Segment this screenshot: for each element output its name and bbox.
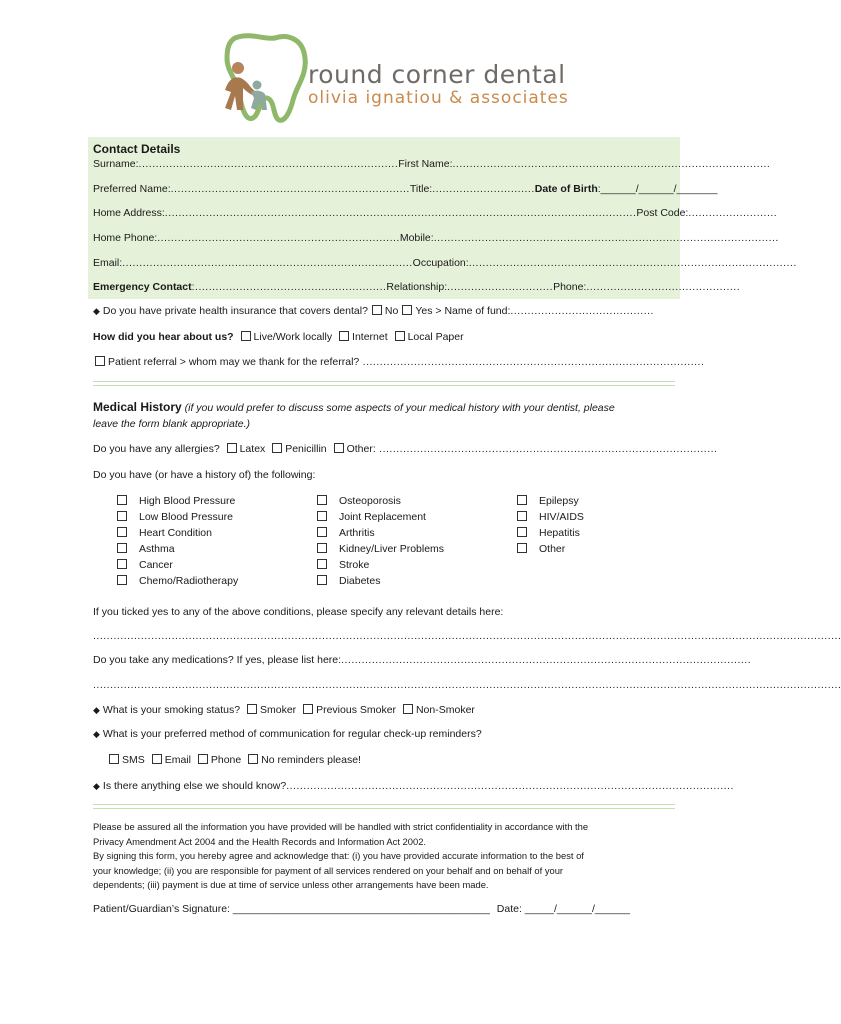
email-checkbox[interactable] bbox=[152, 754, 162, 764]
medications-field[interactable]: ........................................................................................................................ bbox=[341, 654, 752, 666]
home-phone-field[interactable]: ....................................................................... bbox=[157, 232, 400, 244]
hear-about-row bbox=[93, 331, 675, 343]
bullet-diamond-icon: ◆ bbox=[93, 729, 100, 739]
email-field[interactable]: ..................................................................................... bbox=[122, 257, 413, 269]
phone-option-label: Phone bbox=[210, 754, 242, 766]
phone-field[interactable]: ............................................. bbox=[586, 281, 741, 293]
condition-checkbox[interactable] bbox=[117, 559, 127, 569]
insurance-no-checkbox[interactable] bbox=[372, 305, 382, 315]
preferred-name-row bbox=[93, 183, 718, 195]
legal-line: your knowledge; (ii) you are responsible for payment of all services rendered on your behalf and on behalf of your bbox=[93, 864, 564, 876]
other-allergy-label: Other: bbox=[346, 443, 376, 455]
condition-item bbox=[517, 495, 579, 507]
condition-label: Epilepsy bbox=[539, 495, 579, 507]
condition-item bbox=[517, 543, 565, 555]
condition-label: High Blood Pressure bbox=[139, 495, 236, 507]
medications-question: Do you take any medications? If yes, please list here: bbox=[93, 654, 342, 666]
local-paper-label: Local Paper bbox=[407, 331, 464, 343]
home-phone-label: Home Phone: bbox=[93, 232, 158, 244]
condition-item bbox=[517, 511, 584, 523]
referral-field[interactable]: .................................................................................................... bbox=[359, 356, 705, 368]
previous-smoker-label: Previous Smoker bbox=[316, 704, 397, 716]
relationship-label: Relationship: bbox=[386, 281, 448, 293]
legal-line: Please be assured all the information you have provided will be handled with strict confidentiality in accordance with the bbox=[93, 821, 589, 832]
medical-history-note: (if you would prefer to discuss some aspects of your medical history with your dentist, please bbox=[184, 402, 615, 414]
condition-item bbox=[117, 495, 235, 507]
penicillin-label: Penicillin bbox=[285, 443, 327, 455]
smoker-checkbox[interactable] bbox=[247, 704, 257, 714]
title-label: Title: bbox=[409, 183, 433, 195]
first-name-field[interactable]: ............................................................................................. bbox=[452, 158, 771, 170]
condition-label: Chemo/Radiotherapy bbox=[139, 575, 239, 587]
bullet-diamond-icon: ◆ bbox=[93, 705, 100, 715]
condition-checkbox[interactable] bbox=[517, 511, 527, 521]
home-address-label: Home Address: bbox=[93, 207, 165, 219]
condition-label: Stroke bbox=[339, 559, 370, 571]
divider-rule bbox=[93, 804, 675, 809]
insurance-question: Do you have private health insurance that covers dental? bbox=[102, 305, 368, 317]
email-label: Email: bbox=[93, 257, 123, 269]
anything-else-question: Is there anything else we should know? bbox=[102, 780, 287, 792]
legal-line: dependents; (iii) payment is due at time of service unless other arrangements have been made. bbox=[93, 879, 489, 890]
first-name-label: First Name: bbox=[398, 158, 453, 170]
condition-label: Low Blood Pressure bbox=[139, 511, 233, 523]
condition-checkbox[interactable] bbox=[317, 543, 327, 553]
bullet-diamond-icon: ◆ bbox=[93, 306, 100, 316]
smoking-question: What is your smoking status? bbox=[102, 704, 241, 716]
insurance-row bbox=[93, 305, 675, 317]
condition-checkbox[interactable] bbox=[317, 495, 327, 505]
condition-label: Diabetes bbox=[339, 575, 381, 587]
other-allergy-checkbox[interactable] bbox=[334, 443, 344, 453]
sms-checkbox[interactable] bbox=[109, 754, 119, 764]
brand-subtitle: olivia ignatiou & associates bbox=[308, 88, 569, 108]
condition-label: Hepatitis bbox=[539, 527, 580, 539]
home-address-row bbox=[93, 207, 778, 219]
communication-options bbox=[105, 754, 687, 766]
condition-checkbox[interactable] bbox=[317, 527, 327, 537]
preferred-name-field[interactable]: ...................................................................... bbox=[170, 183, 410, 195]
insurance-no-label: No bbox=[384, 305, 399, 317]
condition-checkbox[interactable] bbox=[117, 511, 127, 521]
condition-label: Asthma bbox=[139, 543, 175, 555]
other-allergy-field[interactable]: ................................................................................................... bbox=[375, 443, 718, 455]
condition-checkbox[interactable] bbox=[317, 559, 327, 569]
condition-item bbox=[117, 527, 212, 539]
relationship-field[interactable]: ............................... bbox=[447, 281, 554, 293]
condition-item bbox=[117, 511, 233, 523]
condition-checkbox[interactable] bbox=[517, 543, 527, 553]
hear-about-question: How did you hear about us? bbox=[93, 331, 234, 343]
latex-checkbox[interactable] bbox=[227, 443, 237, 453]
condition-checkbox[interactable] bbox=[317, 511, 327, 521]
referral-row bbox=[93, 356, 705, 368]
allergies-row bbox=[93, 443, 718, 455]
anything-else-field[interactable]: ................................................................................................................................... bbox=[286, 780, 734, 792]
condition-label: Heart Condition bbox=[139, 527, 212, 539]
divider-rule bbox=[93, 381, 675, 386]
date-field[interactable]: _____/______/______ bbox=[524, 903, 630, 915]
ticked-question: If you ticked yes to any of the above conditions, please specify any relevant details here: bbox=[93, 606, 504, 618]
contact-details-title: Contact Details bbox=[93, 142, 181, 156]
live-work-checkbox[interactable] bbox=[241, 331, 251, 341]
email-row bbox=[93, 257, 797, 269]
condition-item bbox=[317, 495, 401, 507]
dob-label: Date of Birth bbox=[534, 183, 598, 195]
title-field[interactable]: .............................. bbox=[432, 183, 535, 195]
referral-checkbox[interactable] bbox=[95, 356, 105, 366]
condition-item bbox=[317, 559, 369, 571]
mobile-label: Mobile: bbox=[399, 232, 434, 244]
condition-checkbox[interactable] bbox=[517, 495, 527, 505]
bullet-diamond-icon: ◆ bbox=[93, 781, 100, 791]
email-option-label: Email bbox=[164, 754, 191, 766]
previous-smoker-checkbox[interactable] bbox=[303, 704, 313, 714]
condition-item bbox=[117, 575, 238, 587]
legal-line: Privacy Amendment Act 2004 and the Health Records and Information Act 2002. bbox=[93, 835, 427, 847]
internet-label: Internet bbox=[352, 331, 388, 343]
signature-field[interactable]: ____________________________________________ bbox=[232, 903, 490, 915]
allergies-question: Do you have any allergies? bbox=[93, 443, 220, 455]
smoking-row bbox=[93, 704, 675, 716]
communication-question: What is your preferred method of communication for regular check-up reminders? bbox=[102, 728, 482, 740]
condition-label: Osteoporosis bbox=[339, 495, 401, 507]
medical-history-note-line2: leave the form blank appropriate.) bbox=[93, 418, 251, 430]
history-question: Do you have (or have a history of) the following: bbox=[93, 469, 316, 481]
condition-item bbox=[517, 527, 580, 539]
fund-name-field[interactable]: .......................................... bbox=[510, 305, 654, 317]
medical-history-heading bbox=[93, 400, 675, 414]
medications-row bbox=[93, 654, 752, 666]
condition-item bbox=[117, 559, 173, 571]
referral-label: Patient referral > whom may we thank for the referral? bbox=[108, 356, 360, 368]
sms-label: SMS bbox=[122, 754, 145, 766]
local-paper-checkbox[interactable] bbox=[395, 331, 405, 341]
condition-checkbox[interactable] bbox=[117, 543, 127, 553]
condition-label: HIV/AIDS bbox=[539, 511, 584, 523]
phone-checkbox[interactable] bbox=[198, 754, 208, 764]
signature-label: Patient/Guardian’s Signature: bbox=[93, 903, 230, 915]
signature-row bbox=[93, 903, 675, 915]
medications-field-line2[interactable]: ........................................................................................................................................................................................................................... bbox=[93, 679, 841, 691]
no-reminders-checkbox[interactable] bbox=[248, 754, 258, 764]
ticked-details-field[interactable]: ........................................................................................................................................................................................................................... bbox=[93, 630, 841, 642]
communication-row bbox=[93, 728, 675, 740]
condition-item bbox=[317, 575, 380, 587]
penicillin-checkbox[interactable] bbox=[272, 443, 282, 453]
non-smoker-checkbox[interactable] bbox=[403, 704, 413, 714]
non-smoker-label: Non-Smoker bbox=[415, 704, 475, 716]
home-phone-row bbox=[93, 232, 779, 244]
condition-item bbox=[317, 511, 426, 523]
insurance-yes-checkbox[interactable] bbox=[402, 305, 412, 315]
emergency-row bbox=[93, 281, 741, 293]
surname-field[interactable]: ............................................................................ bbox=[138, 158, 399, 170]
dob-field[interactable]: :______/______/_______ bbox=[597, 183, 718, 195]
occupation-label: Occupation: bbox=[412, 257, 469, 269]
surname-label: Surname: bbox=[93, 158, 139, 170]
tooth-family-logo-icon bbox=[205, 30, 315, 125]
condition-label: Arthritis bbox=[339, 527, 375, 539]
emergency-contact-label: Emergency Contact bbox=[93, 281, 192, 293]
legal-line: By signing this form, you hereby agree and acknowledge that: (i) you have provided accurate information to the best of bbox=[93, 850, 584, 861]
preferred-name-label: Preferred Name: bbox=[93, 183, 171, 195]
condition-checkbox[interactable] bbox=[117, 575, 127, 585]
date-label: Date: bbox=[496, 903, 522, 915]
condition-item bbox=[317, 527, 375, 539]
post-code-field[interactable]: .......................... bbox=[688, 207, 778, 219]
post-code-label: Post Code: bbox=[636, 207, 689, 219]
condition-item bbox=[317, 543, 444, 555]
condition-label: Cancer bbox=[139, 559, 173, 571]
latex-label: Latex bbox=[239, 443, 266, 455]
medical-history-title: Medical History bbox=[93, 400, 182, 414]
condition-checkbox[interactable] bbox=[517, 527, 527, 537]
no-reminders-label: No reminders please! bbox=[261, 754, 361, 766]
live-work-label: Live/Work locally bbox=[253, 331, 333, 343]
condition-label: Joint Replacement bbox=[339, 511, 426, 523]
condition-checkbox[interactable] bbox=[117, 495, 127, 505]
condition-label: Kidney/Liver Problems bbox=[339, 543, 445, 555]
phone-label: Phone: bbox=[553, 281, 587, 293]
legal-text bbox=[93, 820, 683, 893]
internet-checkbox[interactable] bbox=[339, 331, 349, 341]
smoker-label: Smoker bbox=[259, 704, 297, 716]
brand-name: round corner dental bbox=[308, 60, 566, 89]
anything-else-row bbox=[93, 780, 734, 792]
home-address-field[interactable]: .......................................................................................................................................... bbox=[164, 207, 637, 219]
condition-item bbox=[117, 543, 175, 555]
condition-checkbox[interactable] bbox=[317, 575, 327, 585]
emergency-contact-field[interactable]: :........................................................ bbox=[191, 281, 387, 293]
condition-checkbox[interactable] bbox=[117, 527, 127, 537]
mobile-field[interactable]: ..................................................................................................... bbox=[433, 232, 779, 244]
condition-label: Other bbox=[539, 543, 566, 555]
insurance-yes-label: Yes > Name of fund: bbox=[415, 305, 511, 317]
occupation-field[interactable]: ................................................................................................ bbox=[468, 257, 797, 269]
surname-row bbox=[93, 158, 771, 170]
